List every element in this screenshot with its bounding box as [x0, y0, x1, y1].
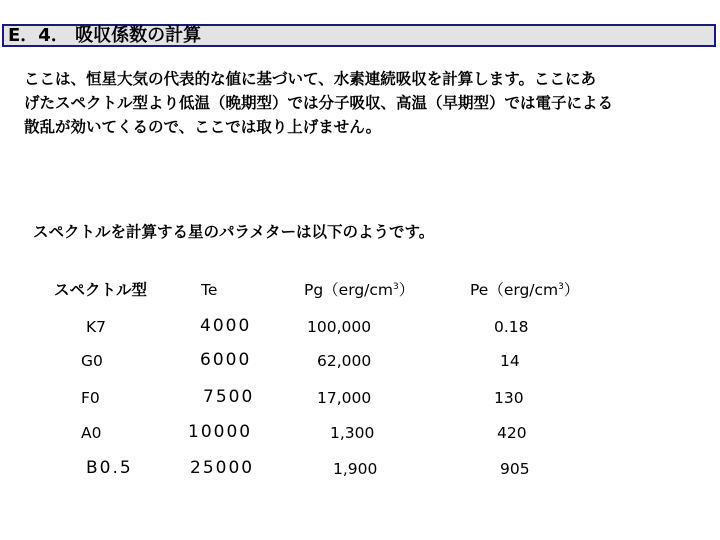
section-title: E．4． 吸収係数の計算	[8, 25, 202, 46]
table-cell-pg: 100,000	[307, 318, 372, 336]
table-cell-type: B0.5	[86, 458, 133, 478]
table-cell-te: 25000	[190, 458, 255, 478]
table-cell-type: A0	[81, 424, 102, 442]
paragraph-line: げたスペクトル型より低温（晩期型）では分子吸収、高温（早期型）では電子による	[24, 94, 614, 112]
table-cell-pe: 905	[500, 460, 530, 478]
column-header-pg: $Pg(erg/cm^3)$	[304, 281, 415, 299]
table-cell-pe: 420	[497, 424, 527, 442]
table-cell-pg: 17,000	[317, 389, 372, 407]
table-cell-pg: 1,900	[333, 460, 378, 478]
table-cell-te: 10000	[188, 422, 253, 442]
table-cell-te: 4000	[200, 316, 252, 336]
table-cell-type: G0	[81, 352, 103, 370]
table-cell-pe: 130	[494, 389, 524, 407]
table-cell-type: F0	[81, 389, 100, 407]
table-cell-pg: 1,300	[330, 424, 375, 442]
parameters-intro: スペクトルを計算する星のパラメターは以下のようです。	[33, 223, 435, 241]
column-header-spectral-type: スペクトル型	[54, 281, 148, 299]
description-paragraph	[24, 67, 714, 139]
table-cell-te: 6000	[200, 350, 252, 370]
table-cell-pe: 0.18	[494, 318, 529, 336]
table-cell-type: K7	[86, 318, 107, 336]
column-header-pe: $Pe(erg/cm^3)$	[470, 281, 580, 299]
table-cell-pe: 14	[500, 352, 520, 370]
paragraph-line: ここは、恒星大気の代表的な値に基づいて、水素連続吸収を計算します。ここにあ	[24, 70, 596, 88]
table-cell-te: 7500	[203, 387, 255, 407]
section-header-bar	[2, 24, 716, 47]
column-header-te: Te	[201, 281, 218, 299]
paragraph-line: 散乱が効いてくるので、ここでは取り上げません。	[24, 118, 382, 136]
table-cell-pg: 62,000	[317, 352, 372, 370]
